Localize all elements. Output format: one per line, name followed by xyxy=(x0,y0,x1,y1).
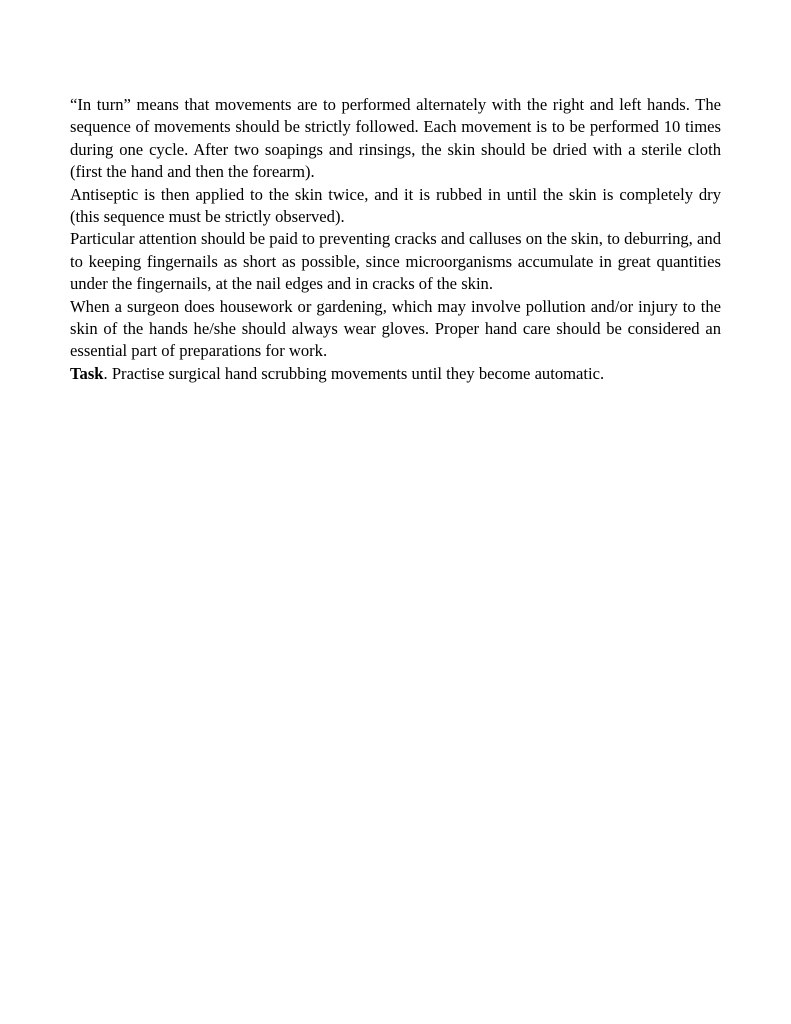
task-text: . Practise surgical hand scrubbing movements until they become automatic. xyxy=(103,363,605,383)
paragraph-task xyxy=(70,363,721,385)
task-label: Task xyxy=(70,363,104,383)
paragraph-gloves: When a surgeon does housework or gardening, which may involve pollution and/or injury to the skin of the hands he/she should always wear gloves. Proper hand care should be considered an essential part of preparations for work. xyxy=(70,296,721,361)
paragraph-attention: Particular attention should be paid to preventing cracks and calluses on the skin, to deburring, and to keeping fingernails as short as possible, since microorganisms accumulate in great quantities under the fingernails, at the nail edges and in cracks of the skin. xyxy=(70,229,721,294)
body-text xyxy=(70,94,721,385)
paragraph-antiseptic: Antiseptic is then applied to the skin twice, and it is rubbed in until the skin is completely dry (this sequence must be strictly observed). xyxy=(70,184,721,227)
paragraph-in-turn: “In turn” means that movements are to performed alternately with the right and left hands. The sequence of movements should be strictly followed. Each movement is to be performed 10 times during one cycle. After two soapings and rinsings, the skin should be dried with a sterile cloth (first the hand and then the forearm). xyxy=(70,95,721,182)
